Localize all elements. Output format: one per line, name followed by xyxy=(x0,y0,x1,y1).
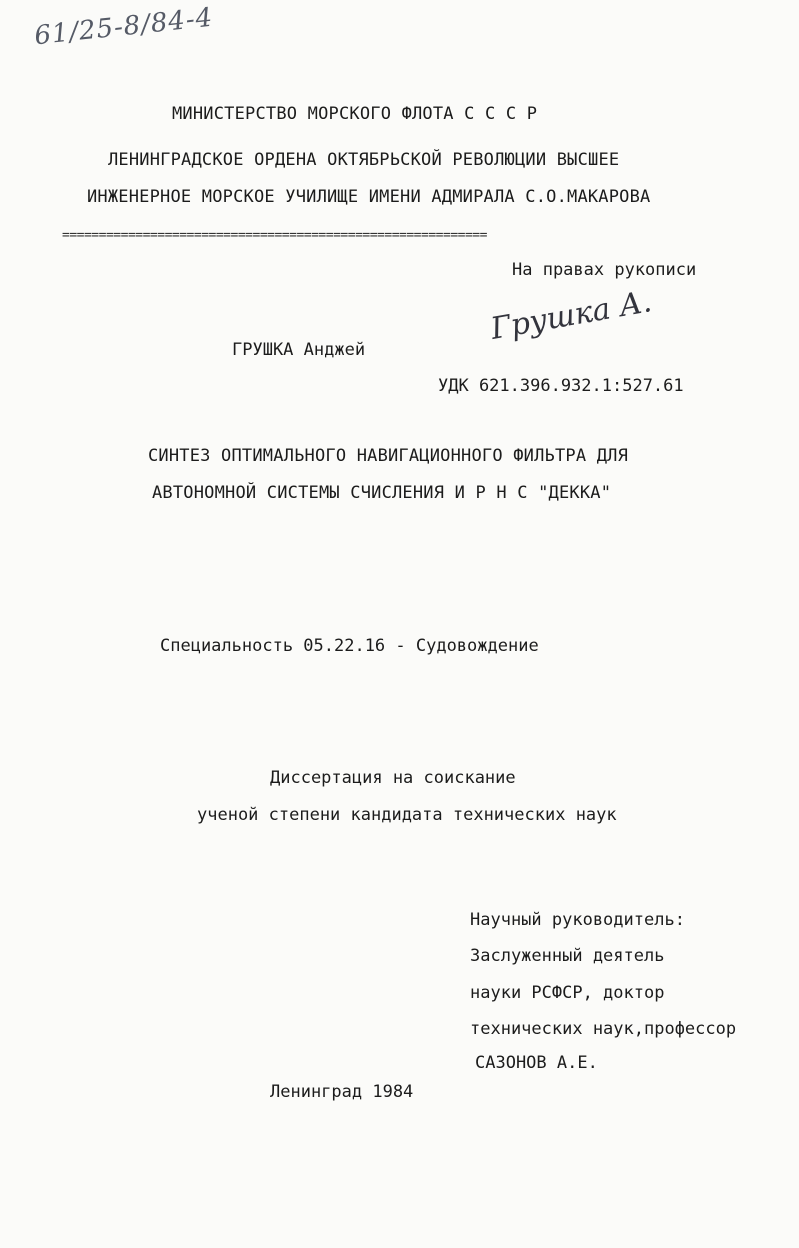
ministry-heading: МИНИСТЕРСТВО МОРСКОГО ФЛОТА С С С Р xyxy=(172,104,538,124)
institution-line-1: ЛЕНИНГРАДСКОЕ ОРДЕНА ОКТЯБРЬСКОЙ РЕВОЛЮЦИИ ВЫСШЕЕ xyxy=(108,150,620,170)
supervisor-line-1: Заслуженный деятель xyxy=(470,946,665,966)
institution-line-2: ИНЖЕНЕРНОЕ МОРСКОЕ УЧИЛИЩЕ ИМЕНИ АДМИРАЛА С.О.МАКАРОВА xyxy=(87,187,651,207)
dissertation-line-2: ученой степени кандидата технических наук xyxy=(197,805,617,825)
title-line-1: СИНТЕЗ ОПТИМАЛЬНОГО НАВИГАЦИОННОГО ФИЛЬТРА ДЛЯ xyxy=(148,446,629,466)
udc-code: УДК 621.396.932.1:527.61 xyxy=(438,376,684,396)
rights-note: На правах рукописи xyxy=(512,260,697,280)
archive-stamp-handwritten: 61/25-8/84-4 xyxy=(32,2,215,52)
supervisor-line-3: технических наук,профессор xyxy=(470,1019,737,1039)
title-line-2: АВТОНОМНОЙ СИСТЕМЫ СЧИСЛЕНИЯ И Р Н С "ДЕККА" xyxy=(152,483,612,503)
dissertation-line-1: Диссертация на соискание xyxy=(270,768,516,788)
author-signature: Грушка А. xyxy=(488,284,655,347)
author-name: ГРУШКА Анджей xyxy=(232,340,366,360)
supervisor-line-2: науки РСФСР, доктор xyxy=(470,983,665,1003)
city-year: Ленинград 1984 xyxy=(270,1082,414,1102)
specialty: Специальность 05.22.16 - Судовождение xyxy=(160,636,539,656)
header-divider: ========================================================== xyxy=(62,228,487,243)
supervisor-name: САЗОНОВ А.Е. xyxy=(475,1053,598,1073)
supervisor-label: Научный руководитель: xyxy=(470,910,685,930)
